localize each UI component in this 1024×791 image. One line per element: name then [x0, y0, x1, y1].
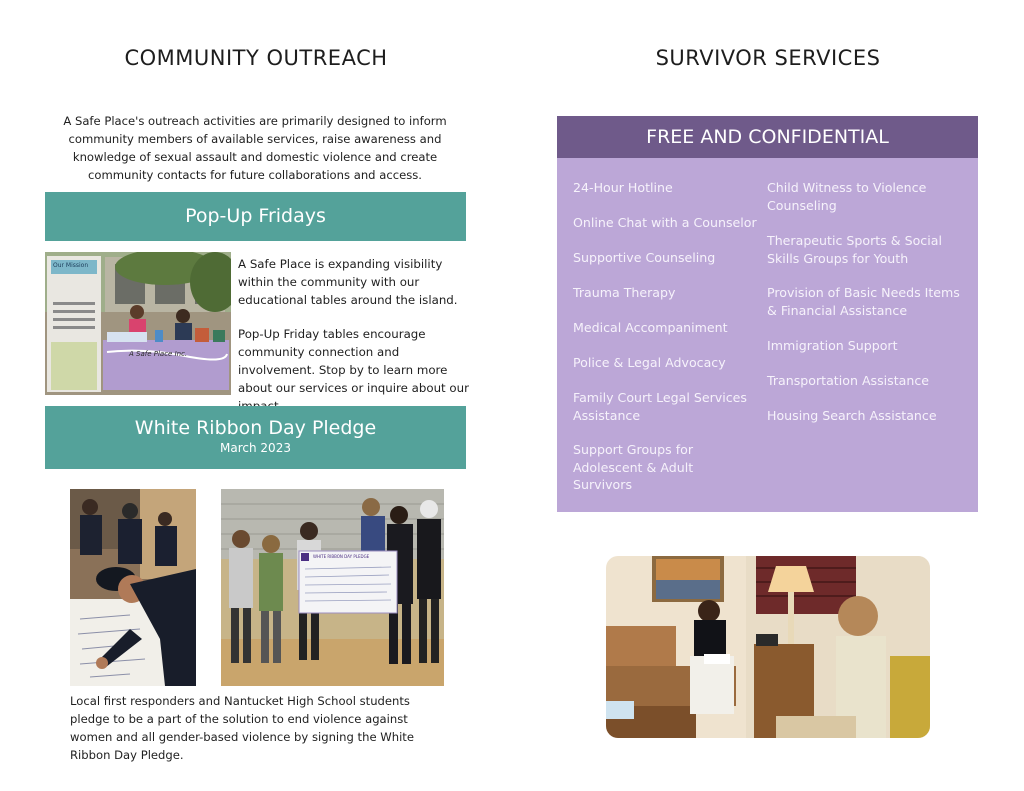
popup-para-2: Pop-Up Friday tables encourage community connection and involvement. Stop by to learn more about our services or inquire about our [238, 327, 469, 395]
white-ribbon-caption: Local first responders and Nantucket High School students pledge to be a part of the solution to end violence against women and all gender-based violence by signing the White Ribbon Day Pledge. [70, 694, 414, 762]
white-ribbon-title: White Ribbon Day Pledge [134, 417, 377, 439]
table-text: A Safe Place Inc. [129, 350, 188, 358]
community-outreach-heading: COMMUNITY OUTREACH [124, 46, 388, 70]
service-item: Family Court Legal Services Assistance [573, 390, 747, 423]
survivor-services-heading: SURVIVOR SERVICES [655, 46, 881, 70]
service-item: Child Witness to Violence Counseling [767, 180, 927, 213]
service-item: Trauma Therapy [573, 285, 676, 300]
service-item: Provision of Basic Needs Items & Financial Assistance [767, 285, 960, 318]
popup-table-photo [45, 252, 231, 395]
students-pledge-photo [221, 489, 444, 686]
white-ribbon-bar [45, 406, 466, 469]
service-item: Immigration Support [767, 338, 898, 353]
white-ribbon-date: March 2023 [220, 441, 291, 455]
service-item: Therapeutic Sports & Social Skills Groups for Youth [767, 233, 942, 266]
banner-text: Our Mission [53, 262, 89, 269]
service-item: Support Groups for Adolescent & Adult Survivors [573, 442, 694, 492]
officer-signing-photo [70, 489, 196, 686]
service-item: Medical Accompaniment [573, 320, 728, 335]
service-item: 24-Hour Hotline [573, 180, 673, 195]
popup-fridays-bar [45, 192, 466, 241]
services-box-header [557, 116, 978, 158]
service-item: Housing Search Assistance [767, 408, 937, 423]
service-item: Supportive Counseling [573, 250, 716, 265]
services-box-title: FREE AND CONFIDENTIAL [646, 126, 889, 148]
popup-fridays-title: Pop-Up Fridays [185, 205, 326, 227]
service-item: Transportation Assistance [767, 373, 930, 388]
service-item: Online Chat with a Counselor [573, 215, 757, 230]
counseling-session-photo [606, 556, 930, 738]
poster-text: WHITE RIBBON DAY PLEDGE [313, 554, 370, 559]
outreach-intro: A Safe Place's outreach activities are primarily designed to inform community members of available services, raise awareness and knowledge of sexual assault and domestic violence and create community contacts for future collaborations and access. [63, 114, 447, 182]
popup-para-1: A Safe Place is expanding visibility within the community with our educational tables around the island. [238, 257, 458, 307]
service-item: Police & Legal Advocacy [573, 355, 726, 370]
